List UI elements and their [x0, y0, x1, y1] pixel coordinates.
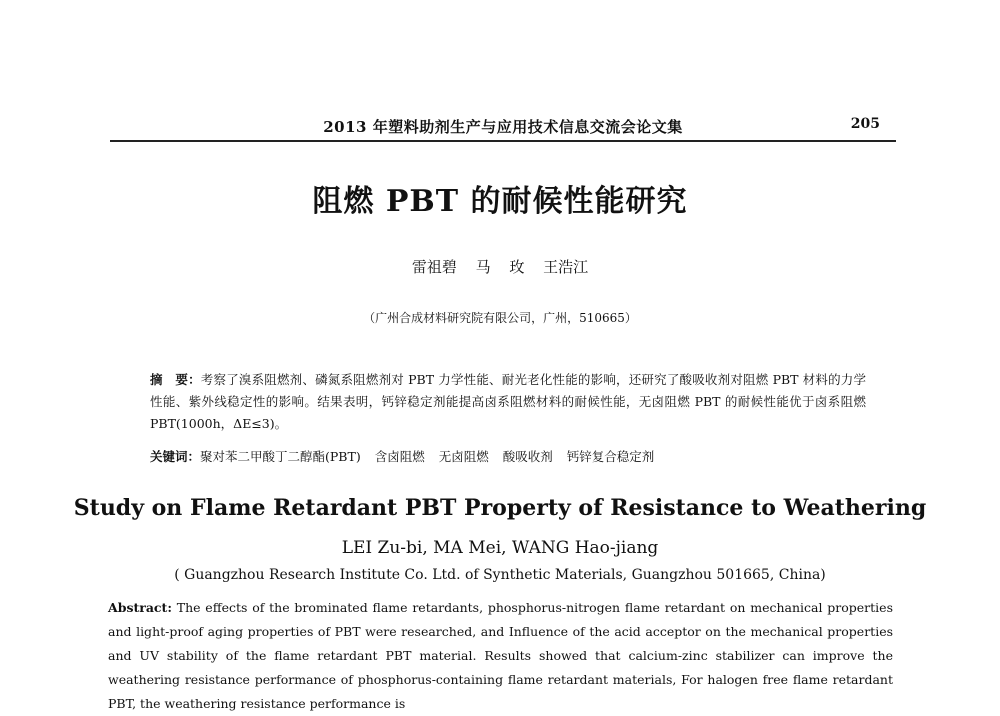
keyword-item: 聚对苯二甲酸丁二醇酯(PBT) [200, 449, 361, 464]
authors-cn: 雷祖碧 马 玫 王浩江 [411, 258, 589, 276]
keyword-item: 酸吸收剂 [502, 449, 553, 464]
page-number: 205 [850, 116, 880, 132]
abstract-en-label: Abstract: [108, 600, 172, 615]
keyword-item: 钙锌复合稳定剂 [566, 449, 655, 464]
abstract-cn-text: 考察了溴系阻燃剂、磷氮系阻燃剂对 PBT 力学性能、耐光老化性能的影响，还研究了酸吸收剂对阻燃 PBT 材料的力学性能、紫外线稳定性的影响。结果表明，钙锌稳定剂能提高卤系阻燃材料的耐候性能，无卤阻燃 PBT 的耐候性能优于卤系阻燃 PBT(1000h，ΔE≤3)。 [150, 372, 866, 431]
affiliation-cn: （广州合成材料研究院有限公司，广州，510665） [363, 311, 637, 325]
affiliation-en: ( Guangzhou Research Institute Co. Ltd. of Synthetic Materials, Guangzhou 501665, China) [174, 567, 826, 583]
running-header [110, 112, 896, 142]
abstract-en-text: The effects of the brominated flame retardants, phosphorus-nitrogen flame retardant on mechanical properties and light-proof aging properties of PBT were researched, and Influence of the acid acceptor on the mechanical properties and UV stability of the flame retardant PBT material. Results showed that calcium-zinc stabilizer can improve the weathering resistance performance of phosphorus-containing flame retardant materials, For halogen free flame retardant PBT, the weathering resistance performance is [108, 600, 893, 711]
journal-title: 2013 年塑料助剂生产与应用技术信息交流会论文集 [323, 118, 683, 136]
keywords-cn-label: 关键词： [150, 449, 201, 464]
abstract-en [108, 596, 893, 716]
paper-title-cn: 阻燃 PBT 的耐候性能研究 [312, 184, 688, 219]
authors-en: LEI Zu-bi, MA Mei, WANG Hao-jiang [341, 538, 659, 558]
paper-title-en: Study on Flame Retardant PBT Property of Resistance to Weathering [73, 495, 927, 521]
keywords-cn [150, 446, 866, 468]
abstract-cn [150, 369, 866, 435]
keyword-item: 含卤阻燃 [374, 449, 425, 464]
keyword-item: 无卤阻燃 [438, 449, 489, 464]
abstract-cn-label: 摘 要： [150, 372, 201, 387]
header-rule [110, 140, 896, 142]
